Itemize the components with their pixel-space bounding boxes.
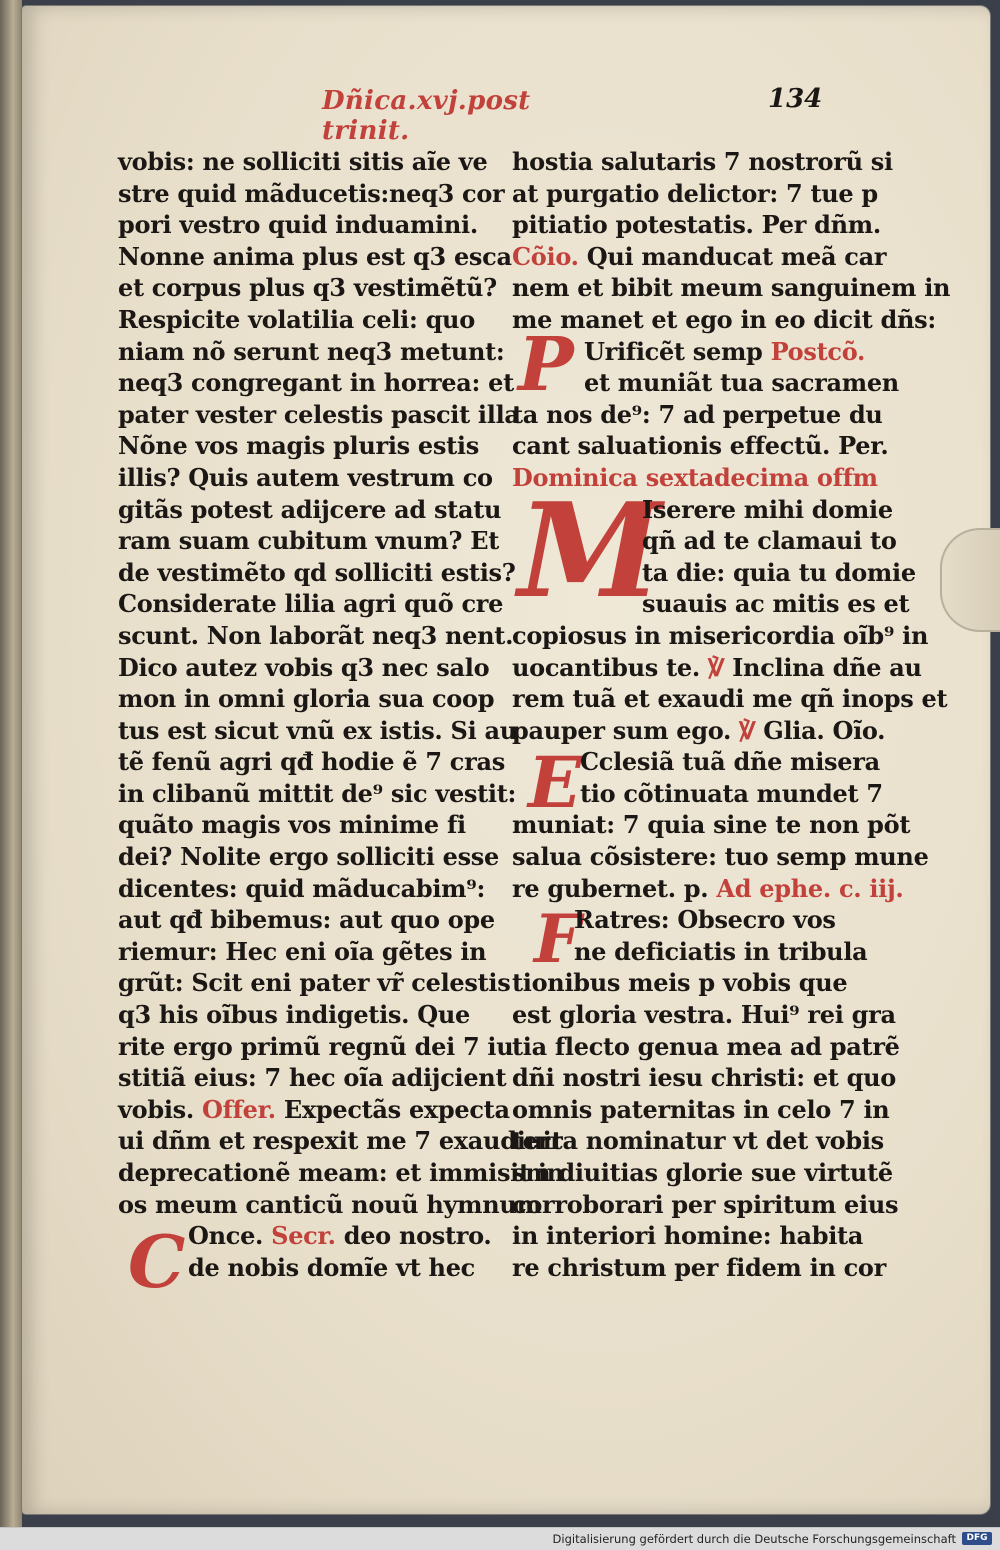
text-line: me manet et ego in eo dicit dñs: xyxy=(512,304,936,334)
text-line: dicentes: quid mãducabim⁹: xyxy=(118,873,486,903)
text-line: re gubernet. p. Ad ephe. c. iij. xyxy=(512,873,904,903)
initial-c: C xyxy=(128,1219,186,1304)
text-line: in interiori homine: habita xyxy=(512,1221,864,1251)
initial-f: F xyxy=(534,900,581,978)
text-line: uocantibus te. ℣ Inclina dñe au xyxy=(512,652,922,682)
text-line: cant saluationis effectũ. Per. xyxy=(512,431,889,461)
text-line: Cõio. Qui manducat meã car xyxy=(512,241,887,271)
text-line: ne deficiatis in tribula xyxy=(574,936,868,966)
text-line: dei? Nolite ergo solliciti esse xyxy=(118,842,499,872)
text-line: Ratres: Obsecro vos xyxy=(574,905,836,935)
viewer-footer xyxy=(0,1527,1000,1550)
dfg-logo: DFG xyxy=(962,1532,992,1545)
rubric-word: Secr. xyxy=(271,1221,336,1251)
text-line: ui dñm et respexit me 7 exaudiuit xyxy=(118,1126,563,1156)
running-head: Dñica.xvj.post trinit. xyxy=(322,86,531,146)
rubric-word: Offer. xyxy=(201,1094,276,1124)
text-line: neq3 congregant in horrea: et xyxy=(118,368,514,398)
rubric-word: ℣ xyxy=(707,652,725,682)
text-line: tio cõtinuata mundet 7 xyxy=(580,778,883,808)
text-line: omnis paternitas in celo 7 in xyxy=(512,1094,890,1124)
text-line: est gloria vestra. Hui⁹ rei gra xyxy=(512,1000,896,1030)
initial-e: E xyxy=(528,741,582,824)
text-line: riemur: Hec eni oĩa gẽtes in xyxy=(118,936,487,966)
text-line: rite ergo primũ regnũ dei 7 iu xyxy=(118,1031,514,1061)
text-line: terra nominatur vt det vobis xyxy=(512,1126,884,1156)
text-line: Dico autez vobis q3 nec salo xyxy=(118,652,490,682)
book-spine-edge xyxy=(0,0,22,1527)
text-line: dñi nostri iesu christi: et quo xyxy=(512,1063,896,1093)
text-line: suauis ac mitis es et xyxy=(642,589,910,619)
text-line: tus est sicut vnũ ex istis. Si au xyxy=(118,715,517,745)
text-line: at purgatio delictor: 7 tue p xyxy=(512,178,878,208)
text-line: grũt: Scit eni pater vr̃ celestis xyxy=(118,968,511,998)
text-line: qñ ad te clamaui to xyxy=(642,526,897,556)
text-line: aut qđ bibemus: aut quo ope xyxy=(118,905,495,935)
text-line: vobis. Offer. Expectãs expecta xyxy=(118,1094,510,1124)
text-line: vobis: ne solliciti sitis aĩe ve xyxy=(118,147,488,176)
text-line: corroborari per spiritum eius xyxy=(512,1189,899,1219)
text-line: Nõne vos magis pluris estis xyxy=(118,431,479,461)
text-line: de nobis domĩe vt hec xyxy=(188,1252,475,1282)
text-line: ta die: quia tu domie xyxy=(642,557,916,587)
text-line: salua cõsistere: tuo semp mune xyxy=(512,842,929,872)
text-line: in clibanũ mittit de⁹ sic vestit: xyxy=(118,778,517,808)
text-line: et muniãt tua sacramen xyxy=(584,368,899,398)
text-line: pauper sum ego. ℣ Glia. Oĩo. xyxy=(512,715,886,745)
funding-credit: Digitalisierung gefördert durch die Deutsche Forschungsgemeinschaft xyxy=(552,1532,956,1546)
text-line: Cclesiã tuã dñe misera xyxy=(580,747,880,777)
initial-m: M xyxy=(518,474,662,627)
text-line: gitãs potest adijcere ad statu xyxy=(118,494,502,524)
text-line: pitiatio potestatis. Per dñm. xyxy=(512,210,881,240)
text-line: pater vester celestis pascit illa xyxy=(118,399,520,429)
page-clip xyxy=(940,528,1000,632)
text-line: sm diuitias glorie sue virtutẽ xyxy=(512,1158,893,1187)
text-line: illis? Quis autem vestrum co xyxy=(118,462,493,492)
text-line: tia flecto genua mea ad patrẽ xyxy=(512,1031,900,1061)
rubric-word: ℣ xyxy=(739,715,756,745)
text-line: quãto magis vos minime fi xyxy=(118,810,466,840)
text-line: muniat: 7 quia sine te non põt xyxy=(512,810,911,840)
text-line: nem et bibit meum sanguinem in xyxy=(512,273,951,303)
right-text-column xyxy=(512,146,951,1283)
text-line: stitiã eius: 7 hec oĩa adijcient xyxy=(118,1063,507,1093)
text-line: Respicite volatilia celi: quo xyxy=(118,304,475,334)
text-line: q3 his oĩbus indigetis. Que xyxy=(118,1000,470,1030)
rubric-word: Ad ephe. c. iij. xyxy=(716,873,904,903)
text-line-rubric: Dominica sextadecima offm xyxy=(512,462,878,492)
text-line: Considerate lilia agri quõ cre xyxy=(118,589,504,619)
text-line: et corpus plus q3 vestimẽtũ? xyxy=(118,273,497,303)
text-line: rem tuã et exaudi me qñ inops et xyxy=(512,684,948,714)
text-line: pori vestro quid induamini. xyxy=(118,210,478,240)
rubric-word: Postcõ. xyxy=(770,336,866,366)
text-line: niam nõ serunt neq3 metunt: xyxy=(118,336,505,366)
text-line: stre quid mãducetis:neq3 cor xyxy=(118,178,505,208)
text-line: copiosus in misericordia oĩb⁹ in xyxy=(512,620,929,650)
text-line: Nonne anima plus est q3 esca xyxy=(118,241,512,271)
text-line: os meum canticũ nouũ hymnum xyxy=(118,1189,542,1219)
text-line: hostia salutaris 7 nostrorũ si xyxy=(512,147,893,176)
text-line: ta nos de⁹: 7 ad perpetue du xyxy=(512,399,883,429)
text-line: re christum per fidem in cor xyxy=(512,1252,886,1282)
text-line: tionibus meis p vobis que xyxy=(512,968,848,998)
text-line: deprecationẽ meam: et immisit in xyxy=(118,1158,564,1187)
initial-p: P xyxy=(518,322,574,408)
page-number: 134 xyxy=(768,84,823,114)
text-line: tẽ fenũ agri qđ hodie ẽ 7 cras xyxy=(118,747,505,777)
text-line: Iserere mihi domie xyxy=(642,494,893,524)
text-line: Once. Secr. deo nostro. xyxy=(188,1221,492,1251)
text-line: scunt. Non laborãt neq3 nent. xyxy=(118,620,514,650)
rubric-word: Cõio. xyxy=(512,241,579,271)
text-line: Urificẽt semp Postcõ. xyxy=(584,336,866,366)
text-line: de vestimẽto qd solliciti estis? xyxy=(118,557,516,587)
text-line: ram suam cubitum vnum? Et xyxy=(118,526,499,556)
text-line: mon in omni gloria sua coop xyxy=(118,684,495,714)
